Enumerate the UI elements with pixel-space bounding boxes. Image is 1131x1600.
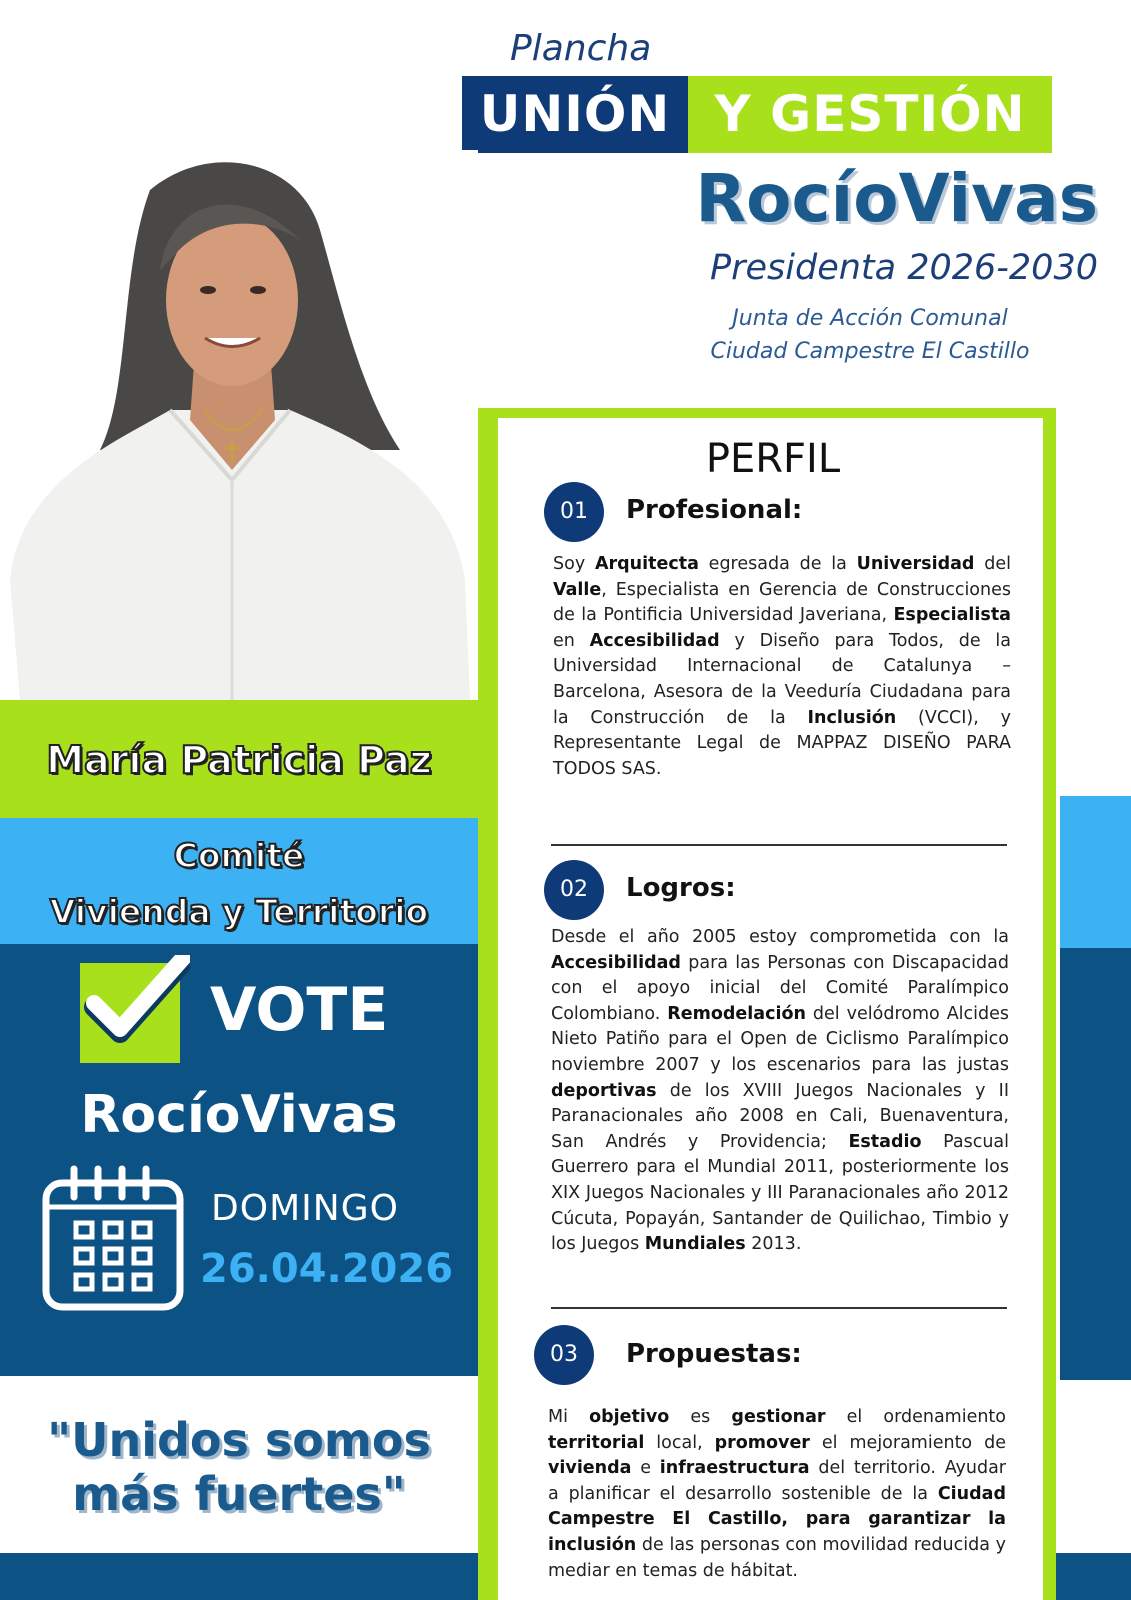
- vote-word: VOTE: [210, 975, 389, 1045]
- bold-text: Valle: [553, 579, 602, 600]
- text-run: , Especialista en Gerencia de Construcciones de la Pontificia Universidad Javeriana,: [553, 579, 1011, 626]
- right-accent-light: [1060, 796, 1131, 948]
- text-run: e: [631, 1458, 660, 1479]
- comite-label: [0, 828, 478, 940]
- right-accent-dark: [1060, 948, 1131, 1380]
- text-run: el ordenamiento: [825, 1407, 1007, 1427]
- text-run: del territorio. Ayudar a planificar el desarrollo sostenible de la: [548, 1458, 1006, 1504]
- profile-heading: PERFIL: [705, 436, 841, 482]
- candidate-photo: [0, 150, 478, 700]
- election-date: 26.04.2026: [200, 1246, 454, 1292]
- election-day: DOMINGO: [211, 1188, 399, 1229]
- bold-text: Estadio: [848, 1131, 922, 1152]
- section-title-profesional: Profesional:: [626, 495, 803, 525]
- text-run: egresada de la: [698, 554, 857, 574]
- bold-text: objetivo: [589, 1407, 670, 1427]
- plancha-label: Plancha: [510, 28, 652, 69]
- section-text-logros: [551, 925, 1009, 1258]
- bold-text: gestionar: [731, 1407, 826, 1427]
- section-divider: [551, 844, 1007, 846]
- text-run: es: [669, 1407, 732, 1427]
- candidate-name: María Patricia Paz: [46, 738, 432, 782]
- junta-line-2: Ciudad Campestre El Castillo: [710, 339, 1030, 364]
- text-run: de los XVIII Juegos Nacionales y II Paranacionales año 2008 en Cali, Buenaventura, San Andrés y Providencia;: [551, 1080, 1009, 1152]
- comite-line-2: Vivienda y Territorio: [49, 892, 429, 931]
- bold-text: Accesibilidad: [551, 952, 681, 973]
- text-run: (VCCI), y Representante Legal de MAPPAZ DISEÑO PARA TODOS SAS.: [553, 707, 1011, 779]
- section-text-propuestas: [548, 1405, 1006, 1584]
- section-title-logros: Logros:: [626, 873, 736, 903]
- slogan-line-1: "Unidos somos: [47, 1413, 431, 1467]
- bold-text: Ciudad Campestre El Castillo, para garantizar la inclusión: [548, 1483, 1006, 1555]
- bold-text: deportivas: [551, 1080, 657, 1101]
- text-run: Mi: [548, 1407, 590, 1427]
- bold-text: promover: [714, 1432, 810, 1453]
- bold-text: Arquitecta: [594, 554, 699, 574]
- slogan: [0, 1413, 478, 1521]
- checkmark-icon: [80, 963, 180, 1063]
- bold-text: Especialista: [893, 605, 1011, 626]
- text-run: del velódromo Alcides Nieto Patiño para el Open de Ciclismo Paralímpico noviembre 2007 y los escenarios para las justas: [551, 1003, 1010, 1075]
- text-run: y Diseño para Todos, de la Universidad Internacional de Catalunya – Barcelona, Asesora de la Veeduría Ciudadana para la Construcción de la: [553, 630, 1011, 728]
- junta-caption: [640, 302, 1100, 368]
- bold-text: vivienda: [548, 1458, 632, 1479]
- section-number-01: 01: [544, 482, 604, 542]
- bold-text: Inclusión: [807, 707, 897, 728]
- bold-text: Remodelación: [667, 1003, 806, 1024]
- section-divider: [551, 1307, 1007, 1309]
- slogan-line-2: más fuertes": [72, 1467, 406, 1521]
- vote-candidate-name: RocíoVivas: [80, 1085, 398, 1145]
- text-run: Soy: [553, 554, 595, 574]
- union-banner: UNIÓN: [462, 76, 688, 153]
- bold-text: Accesibilidad: [589, 630, 720, 651]
- calendar-icon: [42, 1163, 184, 1313]
- position-subtitle: Presidenta 2026-2030: [710, 248, 1098, 288]
- junta-line-1: Junta de Acción Comunal: [732, 306, 1008, 331]
- text-run: para las Personas con Discapacidad con el apoyo inicial del Comité Paralímpico Colombiano.: [551, 952, 1009, 1024]
- text-run: Pascual Guerrero para el Mundial 2011, posteriormente los XIX Juegos Nacionales y III Paranacionales año 2012 Cúcuta, Popayán, Santander de Quilichao, Timbio y los Juegos: [551, 1131, 1009, 1255]
- gestion-banner: Y GESTIÓN: [688, 76, 1052, 153]
- bold-text: Mundiales: [644, 1234, 746, 1255]
- text-run: 2013.: [745, 1234, 802, 1255]
- bold-text: territorial: [548, 1432, 645, 1453]
- bold-text: infraestructura: [659, 1458, 810, 1479]
- section-number-03: 03: [534, 1325, 594, 1385]
- text-run: el mejoramiento de: [809, 1432, 1006, 1453]
- text-run: en: [553, 630, 590, 651]
- text-run: de las personas con movilidad reducida y mediar en temas de hábitat.: [548, 1534, 1006, 1581]
- section-text-profesional: [553, 552, 1011, 782]
- bold-text: Universidad: [856, 554, 975, 574]
- text-run: del: [974, 554, 1011, 574]
- section-number-02: 02: [544, 860, 604, 920]
- comite-line-1: Comité: [173, 836, 305, 875]
- text-run: Desde el año 2005 estoy comprometida con la: [551, 927, 1009, 947]
- candidate-brand-title: RocíoVivas: [695, 160, 1098, 237]
- section-title-propuestas: Propuestas:: [626, 1339, 802, 1369]
- text-run: local,: [644, 1432, 715, 1453]
